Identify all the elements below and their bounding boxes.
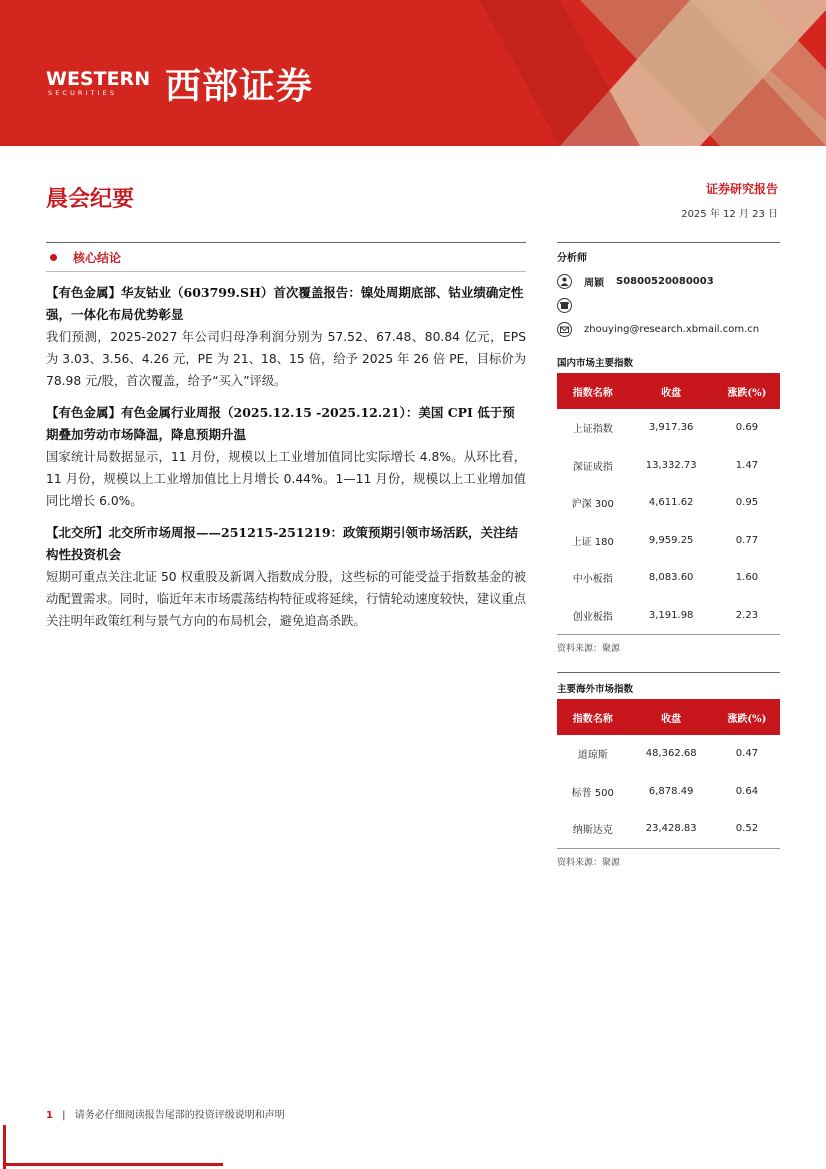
index-close: 3,917.36 (648, 422, 694, 434)
domestic-index-table (557, 373, 780, 635)
summary-item-title[interactable]: 【北交所】北交所市场周报——251215-251219：政策预期引领市场活跃，关注结构性投资机会 (46, 525, 519, 562)
index-name: 中小板指 (572, 574, 613, 586)
index-name: 纳斯达克 (557, 810, 628, 848)
index-change: 0.52 (714, 810, 780, 848)
corner-accent (3, 1163, 223, 1166)
section-title: 核心结论 (73, 250, 122, 265)
summary-item-title[interactable]: 【有色金属】有色金属行业周报（2025.12.15 -2025.12.21）：美国 CPI 低于预期叠加劳动市场降温，降息预期升温 (46, 405, 515, 442)
analyst-label: 分析师 (557, 252, 587, 264)
table-row (557, 409, 780, 447)
index-close: 48,362.68 (645, 748, 697, 760)
index-close: 23,428.83 (628, 810, 713, 848)
index-name: 上证 180 (571, 536, 614, 548)
analyst-email[interactable]: zhouying@research.xbmail.com.cn (584, 323, 760, 335)
summary-item (46, 522, 526, 632)
logo-english-sub: SECURITIES (48, 89, 118, 97)
table-header-row (557, 699, 780, 735)
table-row (557, 484, 780, 522)
analyst-name-row (557, 269, 780, 293)
index-close: 3,191.98 (628, 597, 713, 635)
analyst-email-row (557, 317, 780, 341)
table-row (557, 810, 780, 848)
table-row (557, 597, 780, 635)
phone-icon (557, 298, 572, 313)
overseas-title-row (557, 672, 780, 699)
column-header: 收盘 (628, 373, 713, 409)
section-header (46, 243, 526, 272)
index-name: 沪深 300 (571, 499, 614, 511)
index-change: 1.47 (735, 459, 759, 471)
bullet-dot-icon (50, 254, 57, 261)
index-change: 0.69 (735, 422, 759, 434)
domestic-title-row (557, 351, 780, 373)
report-date: 2025 年 12 月 23 日 (681, 209, 778, 220)
index-name: 深证成指 (572, 461, 613, 473)
analyst-phone-row (557, 293, 780, 317)
index-change: 0.77 (735, 534, 759, 546)
index-name: 创业板指 (557, 597, 628, 635)
index-name: 标普 500 (571, 787, 614, 799)
overseas-index-table (557, 699, 780, 849)
summary-item-body: 我们预测，2025-2027 年公司归母净利润分别为 57.52、67.48、80.84 亿元，EPS 为 3.03、3.56、4.26 元，PE 为 21、18、15 倍，给予 2025 年 26 倍 PE，目标价为 78.98 元/股，首次覆盖，给予“买入”评级。 (46, 330, 526, 388)
column-header: 收盘 (628, 699, 713, 735)
page-number: 1 (46, 1110, 53, 1121)
mail-icon (557, 322, 572, 337)
table-row (557, 773, 780, 811)
index-close: 13,332.73 (645, 459, 697, 471)
summary-item-body: 国家统计局数据显示，11 月份，规模以上工业增加值同比实际增长 4.8%。从环比看，11 月份，规模以上工业增加值比上月增长 0.44%。1—11 月份，规模以上工业增加值同比增长 6.0%。 (46, 450, 526, 508)
footer-note: 请务必仔细阅读报告尾部的投资评级说明和声明 (74, 1110, 285, 1121)
index-close: 8,083.60 (648, 572, 694, 584)
analyst-cert: S0800520080003 (616, 275, 714, 287)
overseas-source: 资料来源：聚源 (557, 857, 621, 868)
column-header: 指数名称 (557, 373, 628, 409)
person-icon (557, 274, 572, 289)
index-name: 道琼斯 (577, 750, 608, 762)
index-name: 上证指数 (572, 424, 613, 436)
core-conclusions (46, 242, 526, 632)
domestic-source: 资料来源：聚源 (557, 644, 621, 654)
index-close: 9,959.25 (648, 534, 694, 546)
summary-item (46, 282, 526, 392)
index-change: 2.23 (714, 597, 780, 635)
index-change: 1.60 (735, 572, 759, 584)
header-banner (0, 0, 826, 146)
sidebar (557, 242, 780, 868)
index-change: 0.64 (735, 785, 759, 797)
page-title: 晨会纪要 (46, 186, 135, 212)
index-close: 4,611.62 (648, 497, 694, 509)
overseas-table-title: 主要海外市场指数 (557, 684, 634, 695)
table-header-row (557, 373, 780, 409)
table-row (557, 559, 780, 597)
analyst-header (557, 243, 780, 269)
index-change: 0.47 (735, 748, 759, 760)
column-header: 涨跌(%) (714, 699, 780, 735)
summary-item (46, 402, 526, 512)
index-change: 0.95 (735, 497, 759, 509)
table-row (557, 735, 780, 773)
column-header: 涨跌(%) (714, 373, 780, 409)
footer (46, 1106, 285, 1121)
index-close: 6,878.49 (648, 785, 694, 797)
column-header: 指数名称 (557, 699, 628, 735)
summary-item-title[interactable]: 【有色金属】华友钴业（603799.SH）首次覆盖报告：镍处周期底部、钴业绩确定性强，一体化布局优势彰显 (46, 285, 524, 322)
footer-separator: | (62, 1110, 66, 1121)
logo-chinese: 西部证券 (165, 65, 314, 107)
table-row (557, 447, 780, 485)
summary-item-body: 短期可重点关注北证 50 权重股及新调入指数成分股，这些标的可能受益于指数基金的被动配置需求。同时，临近年末市场震荡结构特征或将延续，行情轮动速度较快，建议重点关注明年政策红利与景气方向的布局机会，避免追高杀跌。 (46, 570, 526, 628)
table-row (557, 522, 780, 560)
domestic-table-title: 国内市场主要指数 (557, 358, 634, 369)
report-type: 证券研究报告 (705, 182, 778, 196)
logo-english: WESTERN (46, 68, 151, 90)
analyst-name: 周颖 (584, 277, 604, 289)
